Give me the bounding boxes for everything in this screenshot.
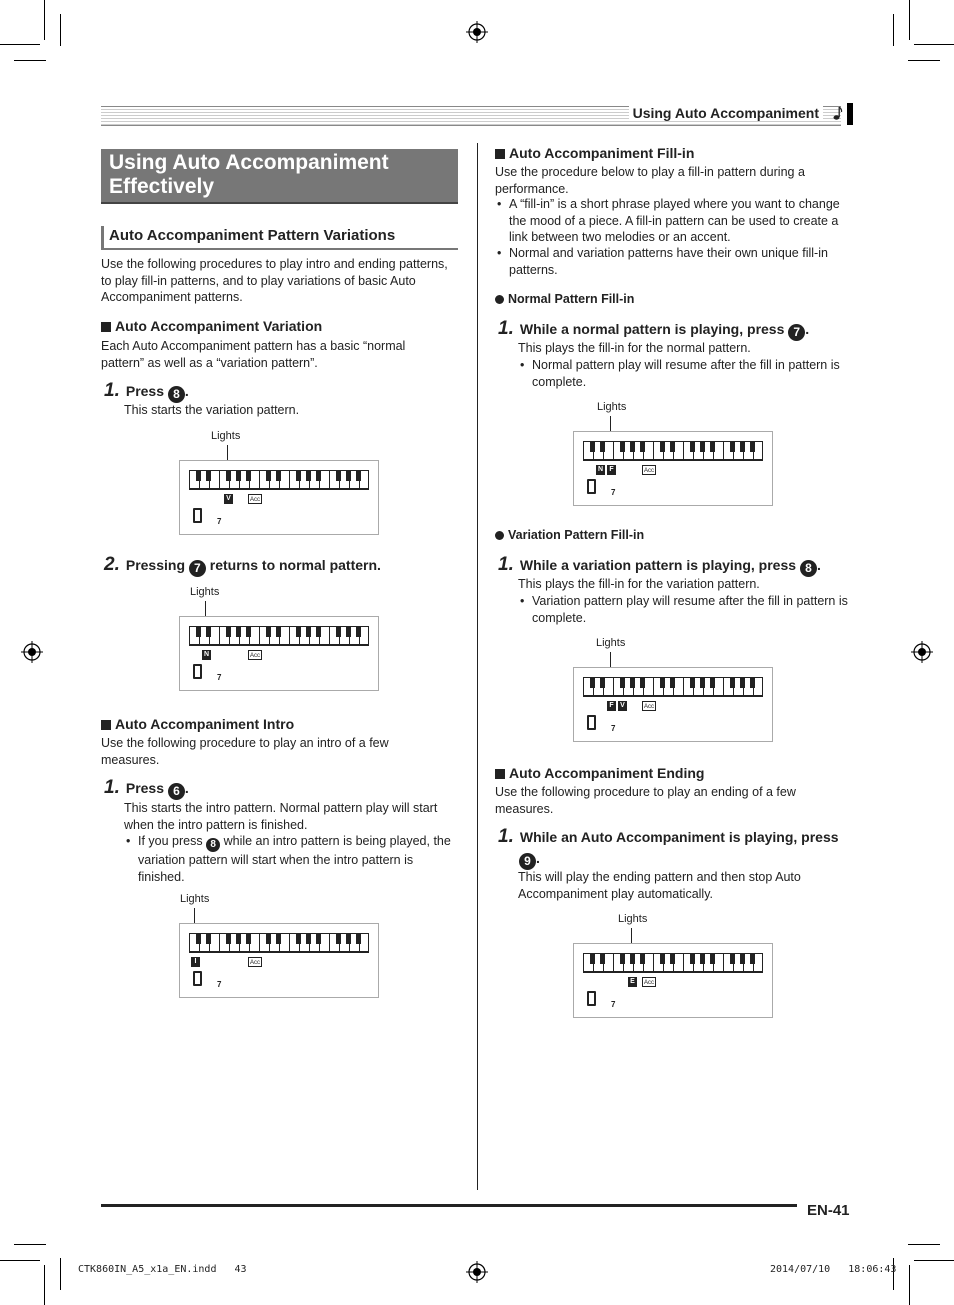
black-key (590, 442, 595, 452)
black-key (316, 471, 321, 481)
crop-mark (908, 1244, 940, 1245)
lcd-display-variation-fillin (573, 667, 773, 742)
black-key (630, 954, 635, 964)
normal-fillin-description: This plays the fill-in for the normal pattern. (518, 341, 751, 355)
registration-mark-icon (21, 641, 43, 663)
indicator-v: V (618, 701, 627, 711)
black-key (236, 627, 241, 637)
step-text: Press (125, 780, 165, 796)
tempo-digit: 7 (611, 724, 616, 733)
keyboard-graphic (583, 953, 763, 973)
black-key (196, 627, 201, 637)
black-key (246, 471, 251, 481)
black-key (266, 934, 271, 944)
black-key (750, 954, 755, 964)
black-key (246, 627, 251, 637)
button-8-icon: 8 (206, 838, 220, 852)
black-key (206, 934, 211, 944)
intro-bullet (138, 833, 458, 885)
seven-segment-digit (193, 971, 202, 986)
crop-mark (909, 1265, 910, 1305)
black-key (660, 954, 665, 964)
black-key (600, 678, 605, 688)
registration-mark-icon (466, 1261, 488, 1283)
header-section-title: Using Auto Accompaniment (629, 105, 823, 121)
black-key (296, 627, 301, 637)
keyboard-graphic (189, 933, 369, 953)
indicator-i: I (191, 957, 200, 967)
black-key (266, 627, 271, 637)
tempo-digit: 7 (611, 1000, 616, 1009)
black-key (590, 954, 595, 964)
black-key (346, 471, 351, 481)
variation-heading: Auto Accompaniment Variation (101, 318, 322, 334)
indicator-n: N (203, 651, 210, 658)
lights-label: Lights (618, 913, 648, 925)
indicator-acc: Acc (642, 465, 656, 475)
intro-heading: Auto Accompaniment Intro (101, 716, 294, 732)
black-key (670, 678, 675, 688)
tempo-digit: 7 (217, 517, 222, 526)
bullet-text-end: while an intro pattern is being played, the variation pattern will start when the intro pattern is finished. (138, 834, 451, 884)
black-key (700, 678, 705, 688)
black-key (660, 442, 665, 452)
keyboard-graphic (583, 677, 763, 697)
indicator-n: N (597, 466, 604, 473)
crop-mark (14, 1244, 46, 1245)
black-key (336, 471, 341, 481)
button-9-icon: 9 (519, 853, 536, 870)
seven-segment-digit (193, 664, 202, 679)
indicator-f: F (607, 465, 616, 475)
variation-fillin-heading: Variation Pattern Fill-in (495, 528, 644, 542)
crop-mark (914, 1260, 954, 1261)
variation-step-1 (104, 380, 189, 403)
step-number: 1. (498, 826, 514, 847)
black-key (750, 442, 755, 452)
step-number: 1. (498, 318, 514, 339)
black-key (620, 954, 625, 964)
black-key (740, 954, 745, 964)
ending-step (498, 826, 858, 870)
black-key (306, 934, 311, 944)
black-key (356, 934, 361, 944)
black-key (316, 934, 321, 944)
indicator-e: E (628, 977, 637, 987)
crop-mark (914, 44, 954, 45)
black-key (196, 471, 201, 481)
section-subheading: Auto Accompaniment Pattern Variations (101, 226, 458, 250)
normal-fillin-step (498, 318, 809, 341)
step-text: Press (125, 383, 165, 399)
black-key (276, 934, 281, 944)
black-key (620, 678, 625, 688)
keyboard-graphic (189, 626, 369, 646)
lights-label: Lights (180, 893, 210, 905)
bullet-text: If you press (138, 834, 203, 848)
keyboard-graphic (583, 441, 763, 461)
black-key (206, 627, 211, 637)
variation-fillin-bullet: • Variation pattern play will resume after the fill in pattern is complete. (532, 593, 854, 626)
lights-label: Lights (596, 637, 626, 649)
lcd-display-variation (179, 460, 379, 535)
black-key (690, 954, 695, 964)
fillin-bullet-2: • Normal and variation patterns have their own unique fill-in patterns. (509, 245, 854, 278)
step-end: . (805, 321, 810, 337)
step-text: While a variation pattern is playing, press (519, 557, 797, 573)
black-key (630, 442, 635, 452)
indicator-acc: Acc (248, 957, 262, 967)
black-key (590, 678, 595, 688)
page-title: Using Auto Accompaniment Effectively (101, 149, 458, 204)
indicator-acc: Acc (642, 977, 656, 987)
black-key (346, 934, 351, 944)
black-key (236, 471, 241, 481)
black-key (276, 627, 281, 637)
crop-mark (0, 44, 40, 45)
black-key (710, 442, 715, 452)
black-key (710, 678, 715, 688)
indicator-v: V (224, 494, 233, 504)
black-key (730, 954, 735, 964)
black-key (206, 471, 211, 481)
variation-fillin-description: This plays the fill-in for the variation pattern. (518, 577, 760, 591)
button-8-icon: 8 (800, 560, 817, 577)
header-end-tab (847, 103, 853, 125)
black-key (226, 627, 231, 637)
normal-fillin-heading: Normal Pattern Fill-in (495, 292, 634, 306)
black-key (356, 471, 361, 481)
black-key (660, 678, 665, 688)
black-key (226, 471, 231, 481)
crop-mark (0, 1260, 40, 1261)
button-6-icon: 6 (168, 783, 185, 800)
black-key (640, 678, 645, 688)
indicator-f: F (607, 701, 616, 711)
black-key (700, 954, 705, 964)
crop-mark (893, 14, 894, 46)
lcd-display-ending (573, 943, 773, 1018)
crop-mark (60, 1258, 61, 1290)
black-key (670, 442, 675, 452)
seven-segment-digit (587, 991, 596, 1006)
black-key (236, 934, 241, 944)
black-key (296, 471, 301, 481)
step-end: . (816, 557, 821, 573)
page-number: EN-41 (807, 1202, 850, 1219)
lights-label: Lights (190, 586, 220, 598)
black-key (226, 934, 231, 944)
seven-segment-digit (587, 479, 596, 494)
black-key (730, 678, 735, 688)
black-key (740, 678, 745, 688)
footer-rule (101, 1204, 797, 1207)
seven-segment-digit (587, 715, 596, 730)
black-key (600, 442, 605, 452)
black-key (620, 442, 625, 452)
registration-mark-icon (911, 641, 933, 663)
step-number: 1. (104, 380, 120, 401)
black-key (306, 471, 311, 481)
tempo-digit: 7 (611, 488, 616, 497)
black-key (276, 471, 281, 481)
seven-segment-digit (193, 508, 202, 523)
variation-step-2 (104, 554, 381, 577)
step-text: Pressing (125, 557, 185, 573)
black-key (670, 954, 675, 964)
black-key (246, 934, 251, 944)
ending-step-description: This will play the ending pattern and then stop Auto Accompaniment play automatically. (518, 870, 801, 901)
intro-paragraph: Use the following procedures to play intro and ending patterns, to play fill-in patterns, and to play variations of basic Auto Accompaniment patterns. (101, 257, 448, 304)
black-key (196, 934, 201, 944)
crop-mark (909, 0, 910, 40)
lcd-display-intro (179, 923, 379, 998)
column-divider (477, 143, 478, 1190)
black-key (640, 442, 645, 452)
black-key (296, 934, 301, 944)
crop-mark (14, 60, 46, 61)
date-slug: 2014/07/10 18:06:43 (770, 1264, 897, 1275)
crop-mark (908, 60, 940, 61)
lights-label: Lights (597, 401, 627, 413)
step-number: 2. (104, 554, 120, 575)
black-key (700, 442, 705, 452)
registration-mark-icon (466, 21, 488, 43)
black-key (730, 442, 735, 452)
black-key (640, 954, 645, 964)
variation-step-1-description: This starts the variation pattern. (124, 403, 300, 417)
variation-description: Each Auto Accompaniment pattern has a basic “normal pattern” as well as a “variation pattern”. (101, 339, 406, 370)
black-key (630, 678, 635, 688)
button-7-icon: 7 (788, 324, 805, 341)
black-key (750, 678, 755, 688)
intro-description: Use the following procedure to play an intro of a few measures. (101, 736, 389, 767)
step-number: 1. (104, 777, 120, 798)
crop-mark (44, 1265, 45, 1305)
lights-label: Lights (211, 430, 241, 442)
crop-mark (60, 14, 61, 46)
black-key (356, 627, 361, 637)
black-key (690, 678, 695, 688)
step-text-end: returns to normal pattern. (209, 557, 381, 573)
normal-fillin-bullet: • Normal pattern play will resume after the fill in pattern is complete. (532, 357, 854, 390)
lcd-display-normal-fillin (573, 431, 773, 506)
black-key (316, 627, 321, 637)
tempo-digit: 7 (217, 673, 222, 682)
ending-heading: Auto Accompaniment Ending (495, 765, 704, 781)
indicator-acc: Acc (248, 650, 262, 660)
black-key (710, 954, 715, 964)
black-key (740, 442, 745, 452)
intro-step-description: This starts the intro pattern. Normal pattern play will start when the intro pattern is finished. (124, 801, 438, 832)
button-7-icon: 7 (189, 560, 206, 577)
fillin-bullet-1: • A “fill-in” is a short phrase played where you want to change the mood of a piece. A fill-in pattern can be used to create a link between two melodies or an accent. (509, 196, 854, 246)
black-key (600, 954, 605, 964)
step-end: . (184, 383, 189, 399)
indicator-acc: Acc (248, 494, 262, 504)
black-key (690, 442, 695, 452)
black-key (336, 627, 341, 637)
black-key (266, 471, 271, 481)
black-key (306, 627, 311, 637)
indicator-acc: Acc (642, 701, 656, 711)
step-text: While a normal pattern is playing, press (519, 321, 785, 337)
crop-mark (44, 0, 45, 40)
intro-step-1 (104, 777, 189, 800)
lcd-display-normal (179, 616, 379, 691)
music-note-icon (833, 105, 843, 121)
variation-fillin-step (498, 554, 821, 577)
running-header (101, 103, 853, 125)
step-end: . (536, 850, 540, 866)
black-key (346, 627, 351, 637)
black-key (336, 934, 341, 944)
file-slug: CTK860IN_A5_x1a_EN.indd 43 (78, 1264, 247, 1275)
step-end: . (184, 780, 189, 796)
step-text: While an Auto Accompaniment is playing, press (519, 829, 839, 845)
fillin-description: Use the procedure below to play a fill-in pattern during a performance. (495, 165, 805, 196)
step-number: 1. (498, 554, 514, 575)
tempo-digit: 7 (217, 980, 222, 989)
ending-description: Use the following procedure to play an ending of a few measures. (495, 785, 796, 816)
button-8-icon: 8 (168, 386, 185, 403)
fillin-heading: Auto Accompaniment Fill-in (495, 145, 694, 161)
keyboard-graphic (189, 470, 369, 490)
